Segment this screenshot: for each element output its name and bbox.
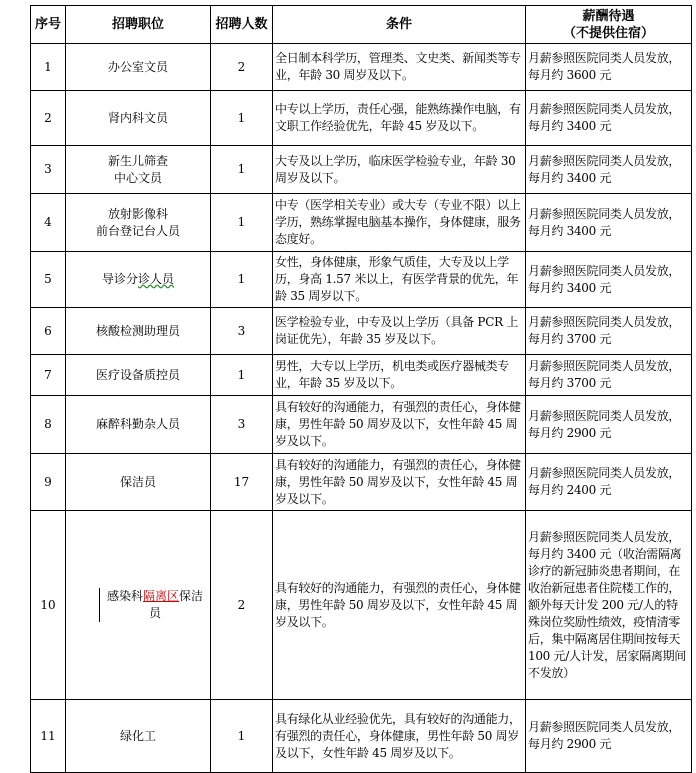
row-position — [66, 252, 211, 308]
header-index: 序号 — [31, 6, 66, 44]
header-position: 招聘职位 — [66, 6, 211, 44]
row-position-prefix: 感染科 — [106, 589, 143, 603]
row-index: 8 — [31, 396, 66, 454]
row-conditions: 男性，大专以上学历，机电类或医疗器械类专业，年龄 35 岁及以下。 — [273, 355, 526, 396]
row-position-prefix: 导诊分 — [101, 272, 138, 286]
row-conditions: 具有较好的沟通能力，有强烈的责任心，身体健康，男性年龄 50 周岁及以下，女性年龄 45 周岁及以下。 — [273, 454, 526, 511]
row-salary: 月薪参照医院同类人员发放，每月约 3400 元 — [526, 146, 692, 194]
row-position: 绿化工 — [66, 700, 211, 773]
row-salary: 月薪参照医院同类人员发放，每月约 3600 元 — [526, 44, 692, 91]
table-row — [31, 355, 692, 396]
row-position-line1: 新生儿筛查 — [107, 153, 168, 168]
row-position-underlined: 诊人员 — [138, 272, 175, 286]
header-salary-line2: （不提供住宿） — [562, 25, 654, 41]
row-conditions: 具有较好的沟通能力，有强烈的责任心，身体健康，男性年龄 50 周岁及以下，女性年龄 45 周岁及以下。 — [273, 511, 526, 700]
row-count: 1 — [211, 252, 273, 308]
row-position-suffix: 保洁员 — [148, 589, 204, 620]
table-row — [31, 396, 692, 454]
row-position — [66, 194, 211, 252]
table-row — [31, 700, 692, 773]
header-row — [31, 6, 692, 44]
table-row — [31, 454, 692, 511]
row-position: 麻醉科勤杂人员 — [66, 396, 211, 454]
row-index: 3 — [31, 146, 66, 194]
row-count: 2 — [211, 44, 273, 91]
row-count: 2 — [211, 511, 273, 700]
row-position-highlight: 隔离区 — [142, 589, 179, 603]
row-index: 6 — [31, 308, 66, 355]
row-conditions: 中专（医学相关专业）或大专（专业不限）以上学历，熟练掌握电脑基本操作，身体健康，服务态度好。 — [273, 194, 526, 252]
row-conditions: 大专及以上学历，临床医学检验专业，年龄 30 周岁及以下。 — [273, 146, 526, 194]
row-index: 4 — [31, 194, 66, 252]
header-salary — [526, 6, 692, 44]
row-count: 17 — [211, 454, 273, 511]
row-salary: 月薪参照医院同类人员发放，每月约 2900 元 — [526, 396, 692, 454]
row-position: 核酸检测助理员 — [66, 308, 211, 355]
row-position: 办公室文员 — [66, 44, 211, 91]
row-index: 11 — [31, 700, 66, 773]
row-conditions: 全日制本科学历，管理类、文史类、新闻类等专业，年龄 30 周岁及以下。 — [273, 44, 526, 91]
row-count: 1 — [211, 194, 273, 252]
row-salary: 月薪参照医院同类人员发放，每月约 2900 元 — [526, 700, 692, 773]
row-salary: 月薪参照医院同类人员发放，每月约 3400 元 — [526, 252, 692, 308]
row-salary: 月薪参照医院同类人员发放，每月约 3400 元 — [526, 91, 692, 146]
header-count: 招聘人数 — [211, 6, 273, 44]
row-count: 1 — [211, 91, 273, 146]
row-salary: 月薪参照医院同类人员发放，每月约 3400 元 — [526, 194, 692, 252]
row-position — [66, 146, 211, 194]
row-count: 3 — [211, 396, 273, 454]
row-position-line2: 中心文员 — [113, 170, 162, 185]
row-index: 9 — [31, 454, 66, 511]
row-index: 7 — [31, 355, 66, 396]
row-index: 10 — [31, 511, 66, 700]
row-position: 保洁员 — [66, 454, 211, 511]
header-conditions: 条件 — [273, 6, 526, 44]
row-salary: 月薪参照医院同类人员发放，每月约 3400 元（收治需隔离诊疗的新冠肺炎患者期间，在收治新冠患者住院楼工作的，额外每天计发 200 元/人的特殊岗位奖励性绩效，疫情清零后，集中隔离居住期间按每天 100 元/人计发，居家隔离期间不发放） — [526, 511, 692, 700]
row-conditions: 中专以上学历，责任心强，能熟练操作电脑，有文职工作经验优先，年龄 45 岁及以下。 — [273, 91, 526, 146]
table-row — [31, 194, 692, 252]
row-count: 1 — [211, 355, 273, 396]
table-row — [31, 146, 692, 194]
row-position — [66, 511, 211, 700]
row-salary: 月薪参照医院同类人员发放，每月约 2400 元 — [526, 454, 692, 511]
row-position-line2: 前台登记台人员 — [95, 223, 180, 238]
row-position-spacer — [66, 588, 100, 622]
table-row — [31, 91, 692, 146]
row-index: 1 — [31, 44, 66, 91]
row-conditions: 具有绿化从业经验优先，具有较好的沟通能力，有强烈的责任心，身体健康，男性年龄 50 周岁及以下，女性年龄 45 周岁及以下。 — [273, 700, 526, 773]
row-position: 肾内科文员 — [66, 91, 211, 146]
header-salary-line1: 薪酬待遇 — [582, 8, 635, 24]
row-position-split — [66, 588, 210, 622]
row-conditions: 具有较好的沟通能力，有强烈的责任心，身体健康，男性年龄 50 周岁及以下，女性年龄 45 周岁及以下。 — [273, 396, 526, 454]
row-salary: 月薪参照医院同类人员发放，每月约 3700 元 — [526, 355, 692, 396]
table-row — [31, 44, 692, 91]
row-count: 1 — [211, 146, 273, 194]
row-position-line1: 放射影像科 — [107, 206, 168, 221]
row-conditions: 女性，身体健康，形象气质佳，大专及以上学历，身高 1.57 米以上，有医学背景的优先，年龄 35 周岁以下。 — [273, 252, 526, 308]
row-count: 1 — [211, 700, 273, 773]
row-position-text — [100, 588, 210, 622]
row-index: 5 — [31, 252, 66, 308]
table-row — [31, 308, 692, 355]
row-count: 3 — [211, 308, 273, 355]
table-row — [31, 511, 692, 700]
row-index: 2 — [31, 91, 66, 146]
row-salary: 月薪参照医院同类人员发放，每月约 3700 元 — [526, 308, 692, 355]
recruitment-table — [30, 5, 692, 773]
row-position: 医疗设备质控员 — [66, 355, 211, 396]
row-conditions: 医学检验专业，中专及以上学历（具备 PCR 上岗证优先），年龄 35 岁及以下。 — [273, 308, 526, 355]
table-row — [31, 252, 692, 308]
